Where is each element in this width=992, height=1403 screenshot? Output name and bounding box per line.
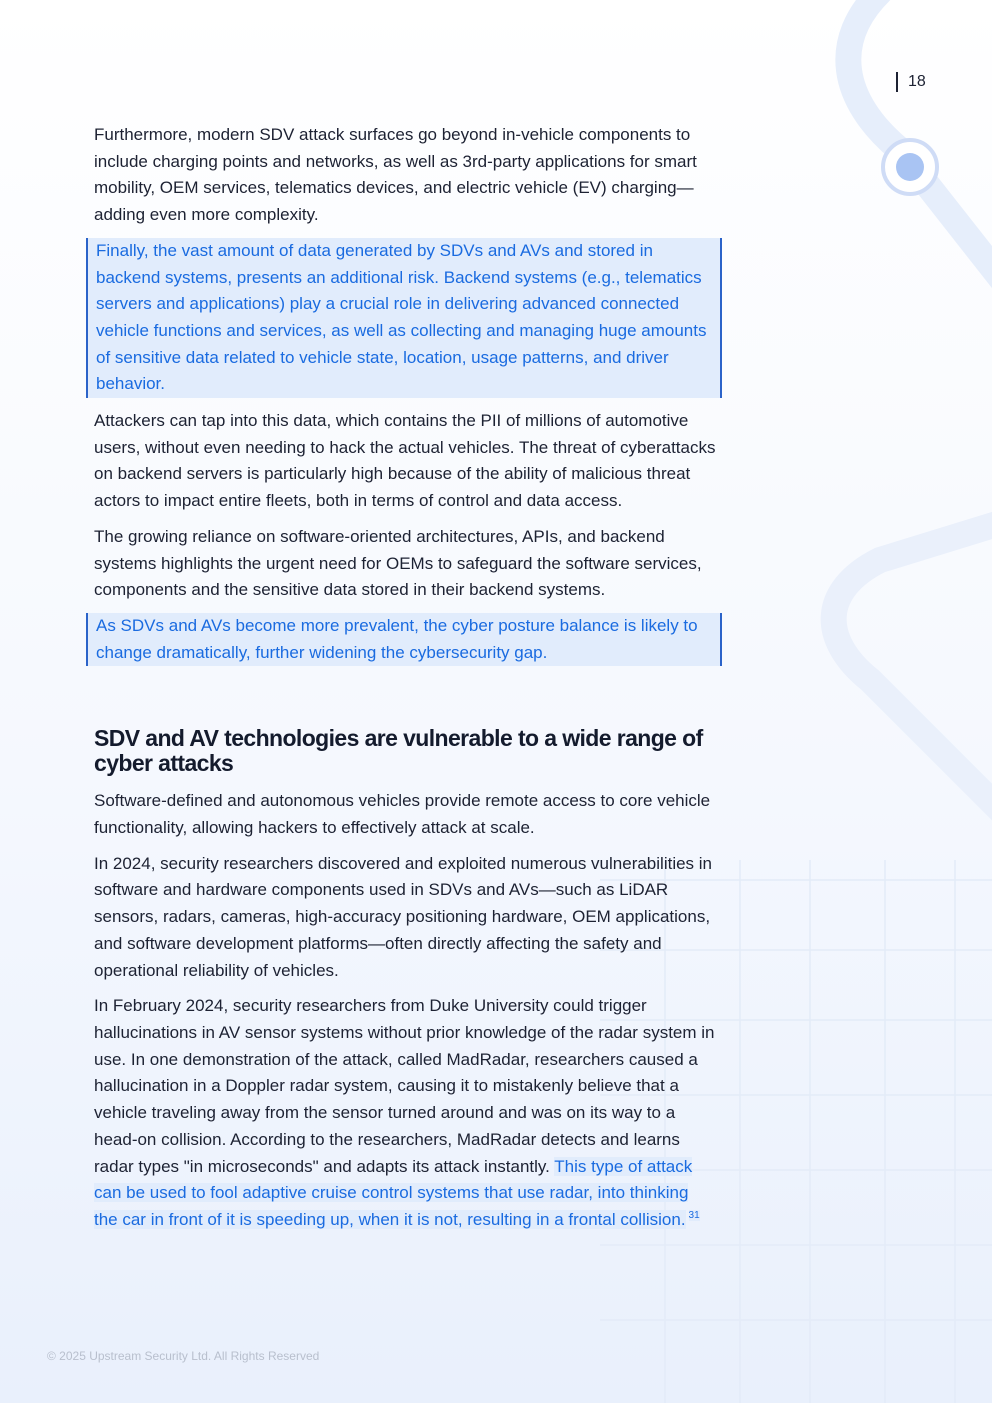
highlight-cyber-posture: As SDVs and AVs become more prevalent, the cyber posture balance is likely to change dramatically, further widening the cybersecurity gap. [86,613,722,666]
page-number: 18 [896,72,926,92]
paragraph-software-reliance: The growing reliance on software-oriented architectures, APIs, and backend systems highlights the urgent need for OEMs to safeguard the software services, components and the sensitive data stored in their backend systems. [94,526,702,600]
main-content [94,122,716,1243]
paragraph-vulnerabilities-2024: In 2024, security researchers discovered and exploited numerous vulnerabilities in software and hardware components used in SDVs and AVs—such as LiDAR sensors, radars, cameras, high-accuracy positioning hardware, OEM applications, and software development platforms—often directly affecting the safety and operational reliability of vehicles. [94,853,713,980]
madradar-text: In February 2024, security researchers from Duke University could trigger hallucinations in AV sensor systems without prior knowledge of the radar system in use. In one demonstration of the attack, called MadRadar, researchers caused a hallucination in a Doppler radar system, causing it to mistakenly believe that a vehicle traveling away from the sensor turned around and was on its way to a head-on collision. According to the researchers, MadRadar detects and learns radar types "in microseconds" and adapts its attack instantly. [94,996,715,1176]
footnote-marker: 31 [688,1210,700,1222]
paragraph-madradar [94,993,716,1233]
target-circle-icon [883,140,937,194]
highlight-cruise-control: This type of attack can be used to fool adaptive cruise control systems that use radar, into thinking the car in front of it is speeding up, when it is not, resulting in a frontal collision. [94,1156,693,1229]
paragraph-remote-access: Software-defined and autonomous vehicles provide remote access to core vehicle functionality, allowing hackers to effectively attack at scale. [94,791,711,838]
paragraph-attack-surfaces: Furthermore, modern SDV attack surfaces go beyond in-vehicle components to include charging points and networks, as well as 3rd-party applications for smart mobility, OEM services, telematics devices, and electric vehicle (EV) charging—adding even more complexity. [94,125,697,225]
paragraph-pii-data: Attackers can tap into this data, which contains the PII of millions of automotive users, without even needing to hack the actual vehicles. The threat of cyberattacks on backend servers is particularly high because of the ability of malicious threat actors to impact entire fleets, both in terms of control and data access. [94,411,716,511]
copyright-footer: © 2025 Upstream Security Ltd. All Rights Reserved [47,1349,320,1363]
section-heading: SDV and AV technologies are vulnerable to a wide range of cyber attacks [94,725,703,777]
highlight-backend-risk: Finally, the vast amount of data generated by SDVs and AVs and stored in backend systems, presents an additional risk. Backend systems (e.g., telematics servers and applications) play a crucial role in delivering advanced connected vehicle functions and services, as well as collecting and managing huge amounts of sensitive data related to vehicle state, location, usage patterns, and driver behavior. [86,238,722,398]
